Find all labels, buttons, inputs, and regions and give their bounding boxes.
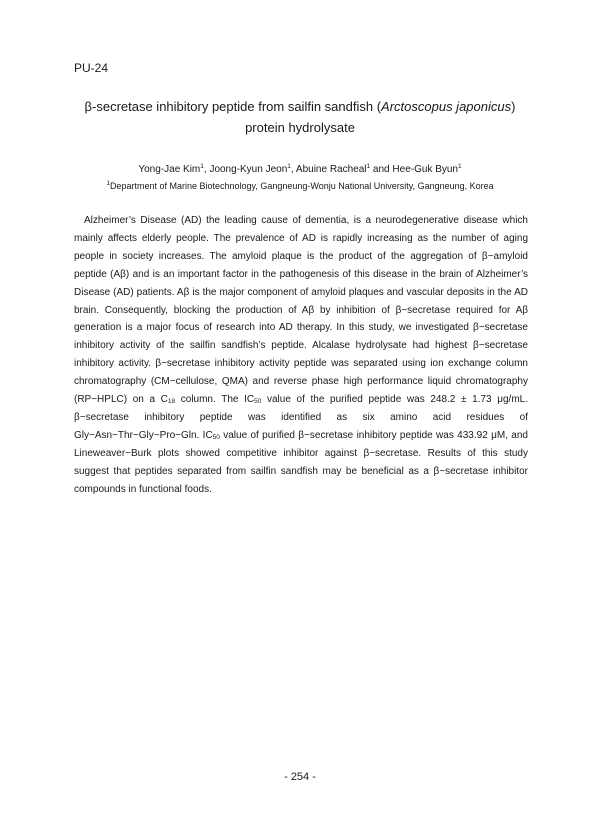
paper-title: [60, 96, 540, 138]
author-name: Hee-Guk Byun: [392, 164, 458, 175]
author-separator: ,: [203, 164, 210, 175]
abstract-text: Alzheimer’s Disease (AD) the leading cause of dementia, is a neurodegenerative disease which mainly affects elderly people. The prevalence of AD is rapidly increasing as the number of aging people in society increases. The amyloid plaque is the product of the aggregation of β−amyloid peptide (Aβ) and is an important factor in the pathogenesis of this disease in the brain of Alzheimer’s Disease (AD) patients. Aβ is the major component of amyloid plaques and vascular deposits in the AD brain. Consequently, blocking the production of Aβ by inhibition of β−secretase required for Aβ generation is a major focus of research into AD therapy. In this study, we investigated β−secretase inhibitory activity of the sailfin sandfish’s peptide. Alcalase hydrolysate had highest β−secretase inhibitory activity. β−secretase inhibitory activity peptide was separated using ion exchange column chromatography (CM−cellulose, QMA) and reverse phase high performance liquid chromatography (RP−HPLC) on a C: [74, 215, 528, 406]
affiliation: [60, 178, 540, 194]
affiliation-mark: 1: [200, 163, 204, 170]
author-list: [60, 161, 540, 179]
author-separator: ,: [290, 164, 296, 175]
abstract-code: PU-24: [74, 61, 109, 75]
title-text-start: β-secretase inhibitory peptide from sailfin sandfish (: [84, 99, 382, 114]
abstract-body: [74, 212, 528, 499]
affiliation-text: Department of Marine Biotechnology, Gangneung-Wonju National University, Gangneung, Korea: [109, 181, 494, 191]
author-name: Joong-Kyun Jeon: [209, 164, 288, 175]
subscript-50: 50: [212, 433, 220, 441]
abstract-text: column. The IC: [175, 394, 255, 406]
affiliation-mark: 1: [287, 163, 291, 170]
subscript-50: 50: [254, 398, 262, 406]
page-number: - 254 -: [284, 771, 316, 783]
subscript-18: 18: [167, 398, 176, 406]
title-line-2: protein hydrolysate: [245, 120, 355, 135]
affiliation-mark: 1: [106, 180, 110, 187]
species-name: Arctoscopus japonicus: [381, 99, 512, 114]
author-name: Yong-Jae Kim: [138, 164, 201, 175]
abstract-text: value of the purified peptide was 248.2 ± 1.73 μg/mL. β−secretase inhibitory peptide was identified as six amino acid residues of Gly−Asn−Thr−Gly−Pro−Gln. IC: [74, 394, 528, 441]
affiliation-mark: 1: [458, 163, 462, 170]
title-text-end: ): [511, 99, 516, 114]
author-name: Abuine Racheal: [295, 164, 367, 175]
affiliation-mark: 1: [366, 163, 371, 170]
abstract-text: value of purified β−secretase inhibitory peptide was 433.92 μM, and Lineweaver−Burk plots showed competitive inhibitor against β−secretase. Results of this study suggest that peptides separated from sailfin sandfish may be beneficial as a β−secretase inhibitor compounds in functional foods.: [74, 429, 528, 495]
author-conjunction: and: [370, 164, 393, 175]
